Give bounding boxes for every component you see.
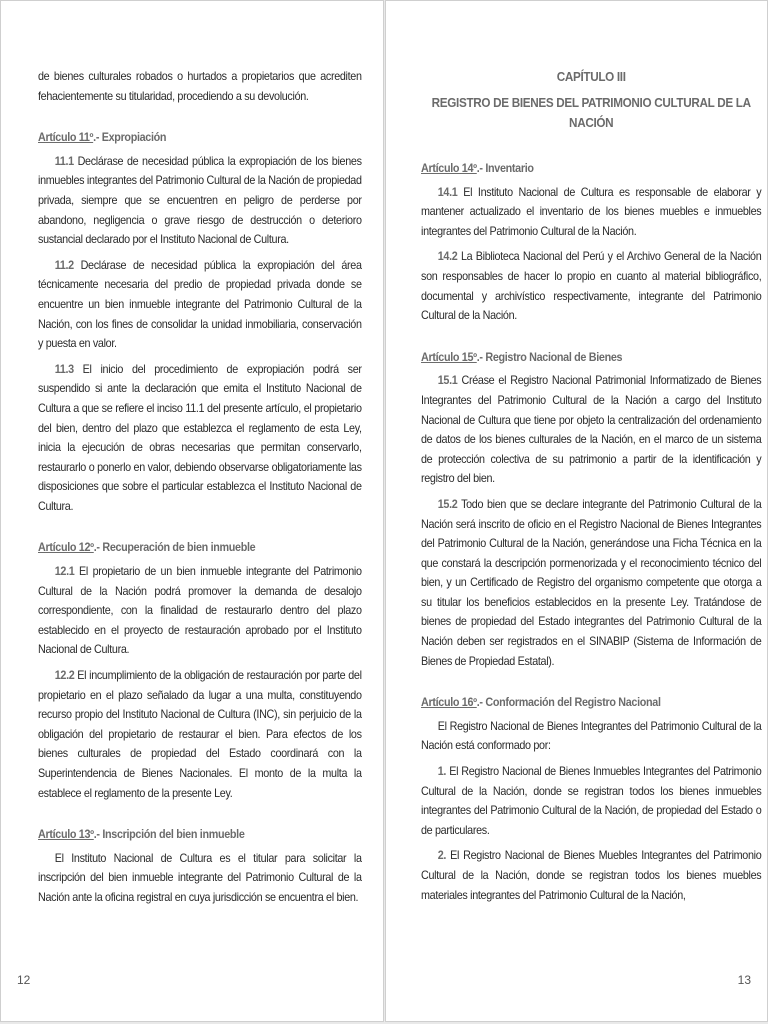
page-number-right: 13	[737, 973, 751, 987]
article-15-heading-prefix: Artículo 15º	[421, 350, 477, 364]
article-11-1-text: Declárase de necesidad pública la expropiación de los bienes inmuebles integrantes del Patrimonio Cultural de la Nación de propiedad privada, siempre que se encuentren en peligro de perderse por abandono, negligencia o grave riesgo de destrucción o deterioro sustancial declarado por el Instituto Nacional de Cultura.	[38, 154, 362, 247]
article-16-item-1-number: 1.	[437, 765, 447, 779]
right-page-text-column	[421, 67, 761, 905]
article-13-heading-prefix: Artículo 13º	[38, 828, 94, 842]
article-16-intro: El Registro Nacional de Bienes Integrantes del Patrimonio Cultural de la Nación está conformado por:	[421, 719, 762, 753]
article-12-heading-rest: .- Recuperación de bien inmueble	[93, 541, 256, 555]
chapter-title: REGISTRO DE BIENES DEL PATRIMONIO CULTURAL DE LA NACIÓN	[431, 96, 751, 130]
article-16-heading-rest: .- Conformación del Registro Nacional	[476, 696, 661, 710]
article-16-item-1-text: El Registro Nacional de Bienes Inmuebles Integrantes del Patrimonio Cultural de la Nación, donde se registran todos los bienes inmuebles integrantes del Patrimonio Cultural de la Nación, de propiedad del Estado o de particulares.	[421, 765, 762, 837]
article-11-3	[38, 360, 362, 517]
article-15-1	[421, 371, 761, 489]
article-11-1	[38, 152, 362, 250]
article-14-2-number: 14.2	[437, 250, 458, 264]
article-14-heading	[421, 159, 761, 179]
article-11-heading-prefix: Artículo 11º	[38, 131, 94, 145]
article-15-2-text: Todo bien que se declare integrante del Patrimonio Cultural de la Nación será inscrito de oficio en el Registro Nacional de Bienes Integrantes del Patrimonio Cultural de la Nación, generándose una Ficha Técnica en la que constará la descripción pormenorizada y el reconocimiento técnico del bien, y un Certificado de Registro del organismo competente que otorga a su titular los beneficios establecidos en la presente Ley. Tratándose de bienes de propiedad del Estado integrantes del Patrimonio Cultural de la Nación deben ser registrados en el SINABIP (Sistema de Información de Bienes de Propiedad Estatal).	[421, 497, 762, 668]
article-12-heading	[38, 538, 362, 558]
article-12-2-text: El incumplimiento de la obligación de restauración por parte del propietario en el plazo señalado da lugar a una multa, constituyendo recurso propio del Instituto Nacional de Cultura (INC), sin perjuicio de la obligación del propietario de restaurar el bien. Para efectos de los bienes culturales de propiedad del Estado coordinará con la Superintendencia de Bienes Nacionales. El monto de la multa la establece el reglamento de la presente Ley.	[38, 669, 362, 800]
article-14-heading-prefix: Artículo 14º	[421, 162, 477, 175]
article-13-text: El Instituto Nacional de Cultura es el titular para solicitar la inscripción del bien inmueble integrante del Patrimonio Cultural de la Nación ante la oficina registral en cuya jurisdicción se encuentra el bien.	[38, 851, 362, 904]
article-12-2-number: 12.2	[54, 669, 75, 683]
intro-paragraph: de bienes culturales robados o hurtados a propietarios que acrediten fehacientemente su titularidad, procediendo a su devolución.	[38, 70, 362, 103]
article-11-heading-rest: .- Expropiación	[93, 131, 167, 145]
left-page	[0, 0, 384, 1022]
article-12-2	[38, 666, 362, 803]
article-14-2	[421, 247, 761, 325]
article-16-item-1	[421, 762, 761, 840]
article-12-heading-prefix: Artículo 12º	[38, 541, 94, 555]
article-14-2-text: La Biblioteca Nacional del Perú y el Archivo General de la Nación son responsables de hacer lo propio en cuanto al material bibliográfico, documental y archivístico respectivamente, integrante del Patrimonio Cultural de la Nación.	[421, 250, 762, 323]
article-11-2-number: 11.2	[54, 258, 74, 272]
article-11-1-number: 11.1	[54, 154, 74, 168]
page-number-left: 12	[17, 973, 31, 987]
article-14-1-number: 14.1	[437, 185, 458, 199]
article-12-1-text: El propietario de un bien inmueble integrante del Patrimonio Cultural de la Nación podrá promover la demanda de desalojo correspondiente, con la finalidad de restaurarlo dentro del plazo establecido en el proyecto de restauración aprobado por el Instituto Nacional de Cultura.	[38, 565, 362, 657]
article-15-heading-rest: .- Registro Nacional de Bienes	[476, 350, 623, 364]
article-16-item-2-text: El Registro Nacional de Bienes Muebles Integrantes del Patrimonio Cultural de la Nación, donde se registran todos los bienes muebles materiales integrantes del Patrimonio Cultural de la Nación,	[421, 849, 762, 902]
article-14-1-text: El Instituto Nacional de Cultura es responsable de elaborar y mantener actualizado el inventario de los bienes muebles e inmuebles integrantes del Patrimonio Cultural de la Nación.	[421, 185, 762, 238]
article-14-heading-rest: .- Inventario	[476, 162, 534, 175]
article-16-heading-prefix: Artículo 16º	[421, 696, 477, 710]
article-15-2	[421, 495, 761, 671]
article-16-heading	[421, 693, 761, 713]
left-page-text-column	[38, 67, 362, 908]
article-15-2-number: 15.2	[437, 497, 458, 511]
article-11-heading	[38, 128, 362, 148]
article-11-3-number: 11.3	[54, 362, 74, 376]
article-13-heading	[38, 825, 362, 845]
right-page	[385, 0, 768, 1022]
article-11-2-text: Declárase de necesidad pública la expropiación del área técnicamente necesaria del predio de propiedad privada donde se encuentre un bien inmueble integrante del Patrimonio Cultural de la Nación, con los fines de consolidar la unidad inmobiliaria, conservación y puesta en valor.	[38, 258, 362, 351]
article-12-1-number: 12.1	[54, 565, 75, 579]
article-16-item-2-number: 2.	[437, 849, 447, 863]
chapter-label: CAPÍTULO III	[556, 70, 626, 84]
article-15-1-number: 15.1	[437, 374, 458, 388]
article-13-heading-rest: .- Inscripción del bien inmueble	[93, 828, 245, 842]
article-14-1	[421, 183, 761, 242]
article-15-1-text: Créase el Registro Nacional Patrimonial Informatizado de Bienes Integrantes del Patrimonio Cultural de la Nación a cargo del Instituto Nacional de Cultura que tiene por objeto la centralización del ordenamiento de datos de los bienes culturales de la Nación, en el marco de un sistema de protección colectiva de su patrimonio a partir de la identificación y registro del bien.	[421, 374, 762, 486]
article-15-heading	[421, 348, 761, 368]
article-11-2	[38, 256, 362, 354]
article-16-item-2	[421, 846, 761, 905]
article-11-3-text: El inicio del procedimiento de expropiación podrá ser suspendido si ante la declaración que emita el Instituto Nacional de Cultura a que se refiere el inciso 11.1 del presente artículo, el propietario del bien, dentro del plazo que establezca el reglamento de esta Ley, inicia la ejecución de obras necesarias que permitan conservarlo, restaurarlo o ponerlo en valor, debiendo observarse obligatoriamente las disposiciones que sobre el particular establezca el Instituto Nacional de Cultura.	[38, 362, 362, 513]
article-12-1	[38, 562, 362, 660]
